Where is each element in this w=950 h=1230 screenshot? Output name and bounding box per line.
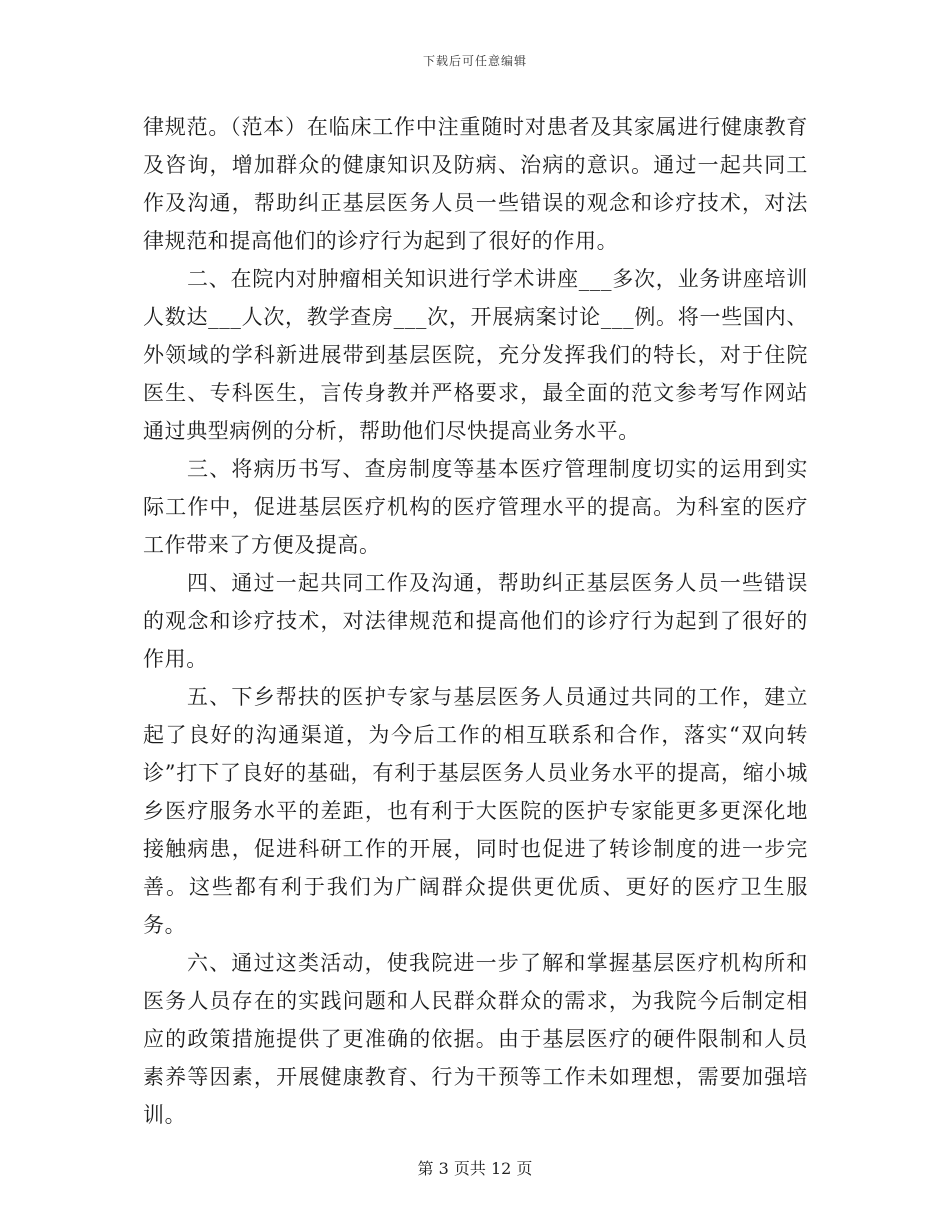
paragraph-continuation: 律规范。（范本）在临床工作中注重随时对患者及其家属进行健康教育及咨询，增加群众的健康知识及防病、治病的意识。通过一起共同工作及沟通，帮助纠正基层医务人员一些错误的观念和诊疗技术，对法律规范和提高他们的诊疗行为起到了很好的作用。 <box>143 115 808 253</box>
page-number: 第 3 页共 12 页 <box>417 1159 533 1178</box>
paragraph-item-3: 三、将病历书写、查房制度等基本医疗管理制度切实的运用到实际工作中，促进基层医疗机构的医疗管理水平的提高。为科室的医疗工作带来了方便及提高。 <box>143 457 808 557</box>
paragraph-item-6: 六、通过这类活动，使我院进一步了解和掌握基层医疗机构所和医务人员存在的实践问题和人民群众群众的需求，为我院今后制定相应的政策措施提供了更准确的依据。由于基层医疗的硬件限制和人员素养等因素，开展健康教育、行为干预等工作未如理想，需要加强培训。 <box>143 951 808 1127</box>
page-header: 下载后可任意编辑 <box>422 54 527 68</box>
document-body <box>143 108 808 1134</box>
paragraph-item-4: 四、通过一起共同工作及沟通，帮助纠正基层医务人员一些错误的观念和诊疗技术，对法律规范和提高他们的诊疗行为起到了很好的作用。 <box>143 571 808 671</box>
paragraph-item-2: 二、在院内对肿瘤相关知识进行学术讲座___多次，业务讲座培训人数达___人次，教学查房___次，开展病案讨论___例。将一些国内、外领域的学科新进展带到基层医院，充分发挥我们的特长，对于住院医生、专科医生，言传身教并严格要求，最全面的范文参考写作网站通过典型病例的分析，帮助他们尽快提高业务水平。 <box>143 267 808 443</box>
paragraph-item-5: 五、下乡帮扶的医护专家与基层医务人员通过共同的工作，建立起了良好的沟通渠道，为今后工作的相互联系和合作，落实“双向转诊”打下了良好的基础，有利于基层医务人员业务水平的提高，缩小城乡医疗服务水平的差距，也有利于大医院的医护专家能更多更深化地接触病患，促进科研工作的开展，同时也促进了转诊制度的进一步完善。这些都有利于我们为广阔群众提供更优质、更好的医疗卫生服务。 <box>143 685 808 937</box>
